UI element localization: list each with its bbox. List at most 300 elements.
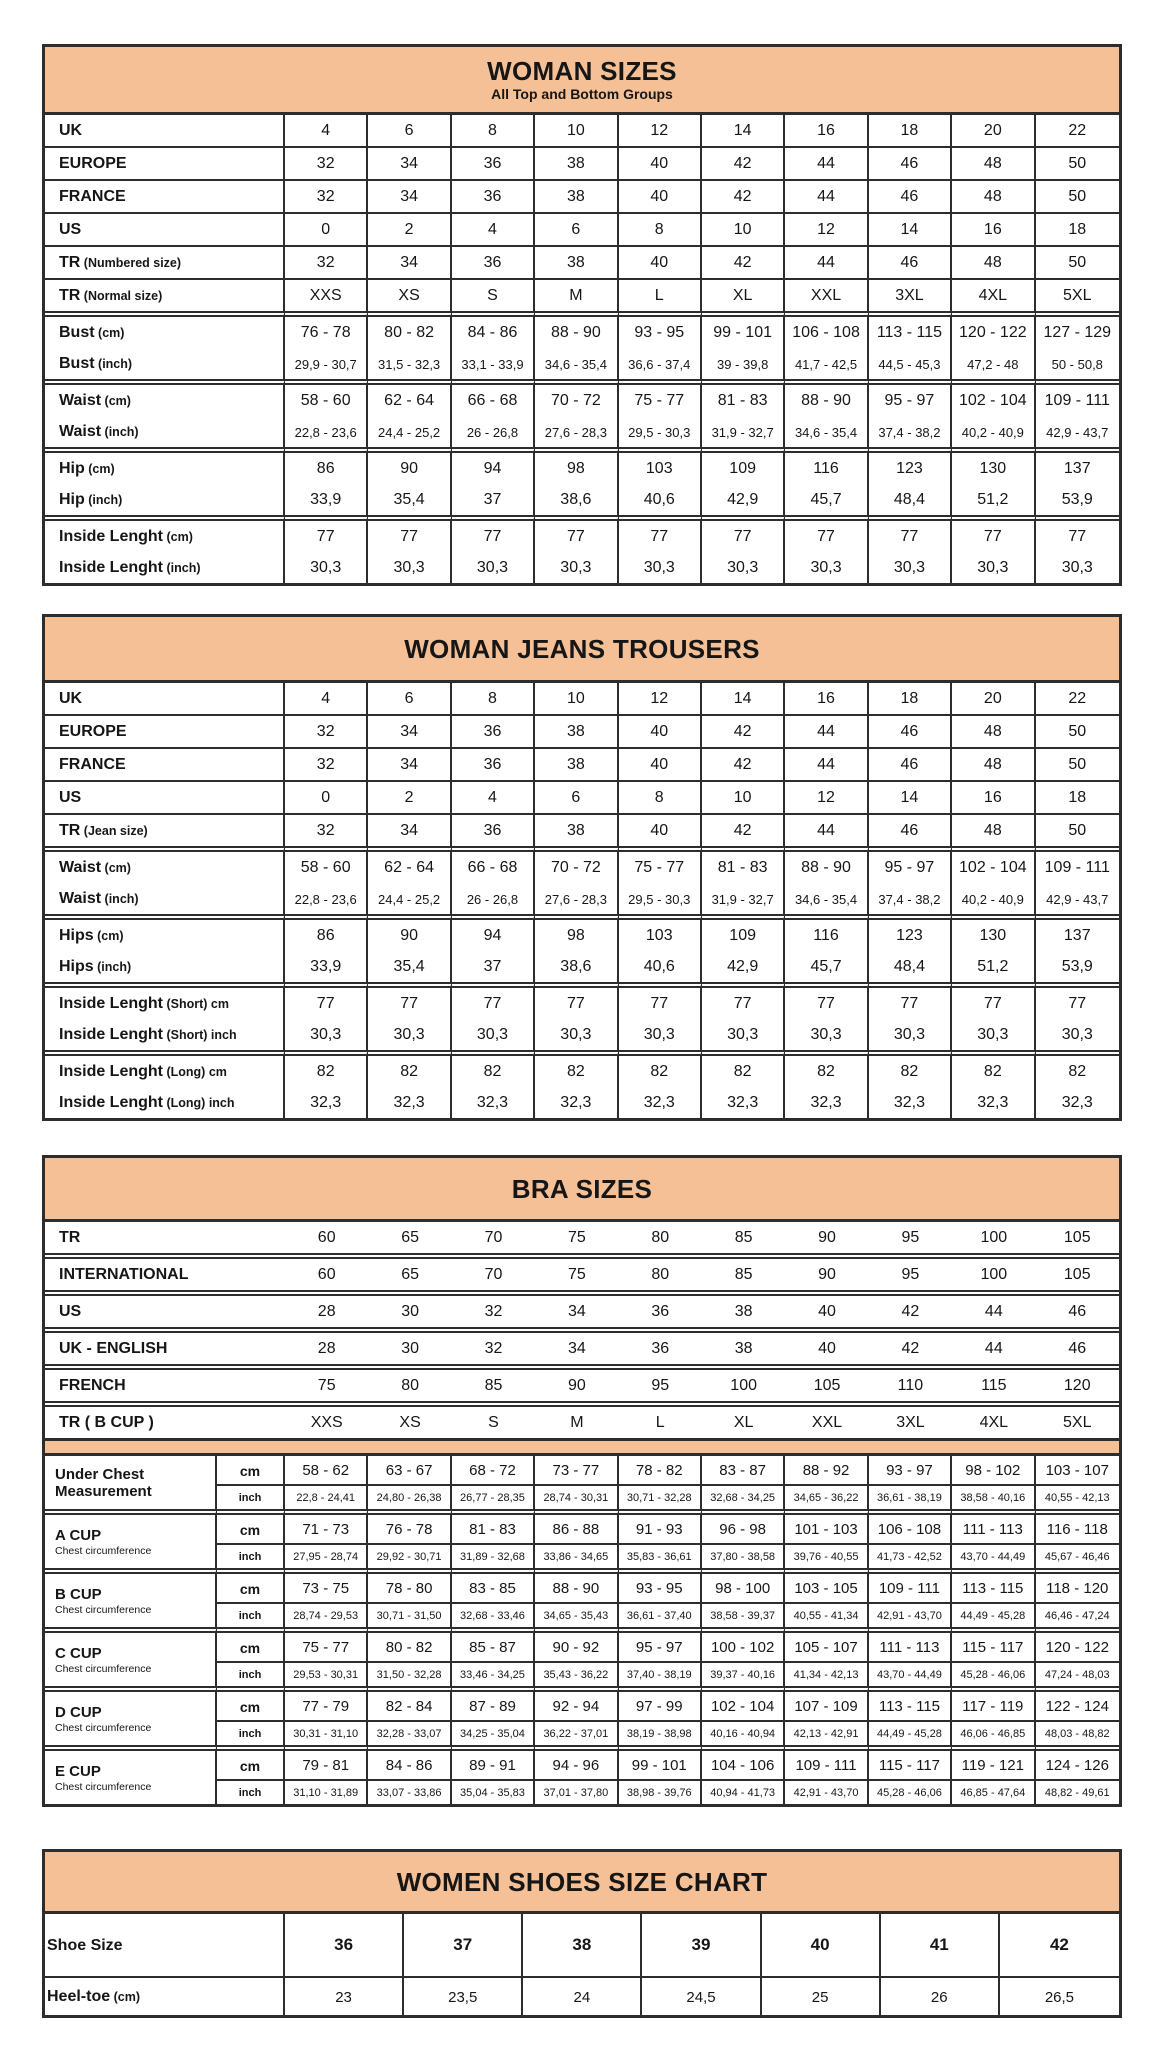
size-cell: 46,46 - 47,24	[1036, 1602, 1119, 1627]
row-label: Waist (inch)	[45, 883, 285, 914]
size-cell: 22,8 - 24,41	[285, 1484, 368, 1509]
size-cell: 25	[762, 1976, 881, 2015]
size-cell: 77	[452, 515, 535, 552]
size-cell: 30,3	[952, 552, 1035, 583]
size-cell: 77	[702, 515, 785, 552]
size-cell: 101 - 103	[785, 1509, 868, 1543]
size-cell: 24	[523, 1976, 642, 2015]
size-cell: 81 - 83	[452, 1509, 535, 1543]
size-cell: 44,5 - 45,3	[869, 348, 952, 379]
size-cell: 8	[619, 780, 702, 813]
size-cell: 32,3	[452, 1087, 535, 1118]
size-cell: 34	[368, 747, 451, 780]
size-cell: 80	[368, 1364, 451, 1401]
size-cell: 47,2 - 48	[952, 348, 1035, 379]
size-cell: 40,2 - 40,9	[952, 883, 1035, 914]
size-cell: 77	[869, 515, 952, 552]
size-cell: 26,77 - 28,35	[452, 1484, 535, 1509]
size-cell: 46	[1036, 1290, 1119, 1327]
size-cell: 33,07 - 33,86	[368, 1779, 451, 1804]
size-cell: 90	[818, 1229, 836, 1246]
divider-strip	[45, 1438, 1119, 1456]
size-cell: 45,7	[785, 951, 868, 982]
size-cell: 32	[285, 813, 368, 846]
size-cell: 58 - 62	[285, 1456, 368, 1484]
size-cell: 42,91 - 43,70	[785, 1779, 868, 1804]
size-cell: 23,5	[404, 1976, 523, 2015]
unit-label-cm: cm	[217, 1627, 285, 1661]
size-cell: 50	[1036, 146, 1119, 179]
size-cell: 22,8 - 23,6	[285, 416, 368, 447]
size-cell: 4	[285, 683, 368, 714]
size-cell: 123	[869, 447, 952, 484]
size-cell: 42	[869, 1327, 952, 1364]
size-cell: 20	[952, 683, 1035, 714]
size-cell: 27,6 - 28,3	[535, 416, 618, 447]
size-cell: 28,74 - 29,53	[285, 1602, 368, 1627]
row-label: FRANCE	[45, 747, 285, 780]
size-cell: 82	[702, 1050, 785, 1087]
size-cell: 34	[368, 146, 451, 179]
size-cell: 42	[702, 245, 785, 278]
size-cell: 12	[785, 780, 868, 813]
size-cell: 34,6 - 35,4	[785, 883, 868, 914]
size-cell: 46	[869, 179, 952, 212]
size-cell: 36	[452, 245, 535, 278]
size-cell: 27,95 - 28,74	[285, 1543, 368, 1568]
size-cell: 70	[484, 1229, 503, 1246]
row-label: UK - ENGLISH	[45, 1327, 285, 1364]
size-cell: 38	[523, 1914, 642, 1976]
unit-label-inch: inch	[217, 1661, 285, 1686]
size-cell: 109 - 111	[1036, 846, 1119, 883]
size-cell: 30,3	[535, 552, 618, 583]
row-label: Inside Lenght (inch)	[45, 552, 285, 583]
size-cell: 32	[285, 245, 368, 278]
size-cell: 39,76 - 40,55	[785, 1543, 868, 1568]
size-cell: 0	[285, 780, 368, 813]
size-cell: 28	[285, 1290, 368, 1327]
size-cell: 94	[452, 447, 535, 484]
size-cell: 46	[1036, 1327, 1119, 1364]
size-cell: 58 - 60	[285, 846, 368, 883]
size-cell: 2	[368, 212, 451, 245]
size-cell: 24,80 - 26,38	[368, 1484, 451, 1509]
size-cell: 31,89 - 32,68	[452, 1543, 535, 1568]
size-cell: XS	[368, 1401, 451, 1438]
size-cell: 30,3	[785, 552, 868, 583]
size-cell: 33,86 - 34,65	[535, 1543, 618, 1568]
size-cell: 32	[285, 714, 368, 747]
size-cell: 29,9 - 30,7	[285, 348, 368, 379]
size-cell: 98 - 100	[702, 1568, 785, 1602]
size-cell: 118 - 120	[1036, 1568, 1119, 1602]
size-cell: 30,3	[619, 1019, 702, 1050]
size-cell: 34	[535, 1327, 618, 1364]
row-label: US	[45, 212, 285, 245]
size-cell: 42	[702, 747, 785, 780]
size-cell: 38,58 - 39,37	[702, 1602, 785, 1627]
size-cell: 32	[285, 146, 368, 179]
size-cell: 32,3	[702, 1087, 785, 1118]
size-cell: 119 - 121	[952, 1745, 1035, 1779]
size-cell: 116	[785, 447, 868, 484]
size-cell: 137	[1036, 914, 1119, 951]
size-cell: 32,3	[952, 1087, 1035, 1118]
size-cell: 32	[285, 179, 368, 212]
size-cell: 85	[734, 1229, 753, 1246]
size-cell: 90 - 92	[535, 1627, 618, 1661]
size-cell: 36,61 - 37,40	[619, 1602, 702, 1627]
size-cell: 44	[952, 1290, 1035, 1327]
size-cell: 46,06 - 46,85	[952, 1720, 1035, 1745]
size-cell: 43,70 - 44,49	[869, 1661, 952, 1686]
size-cell: 48,4	[869, 484, 952, 515]
row-label: Inside Lenght (cm)	[45, 515, 285, 552]
unit-label-inch: inch	[217, 1720, 285, 1745]
size-cell: 32,3	[619, 1087, 702, 1118]
size-cell: 82	[869, 1050, 952, 1087]
size-cell: 83 - 87	[702, 1456, 785, 1484]
size-cell: 40	[619, 714, 702, 747]
size-cell: 94	[452, 914, 535, 951]
size-cell: 48	[952, 179, 1035, 212]
row-label: US	[45, 1290, 285, 1327]
size-cell: 88 - 90	[535, 1568, 618, 1602]
size-cell: 90	[535, 1364, 618, 1401]
size-cell: 32,28 - 33,07	[368, 1720, 451, 1745]
size-cell: 37,40 - 38,19	[619, 1661, 702, 1686]
size-cell: 8	[619, 212, 702, 245]
size-cell: 40	[619, 146, 702, 179]
size-cell: 30,3	[452, 1019, 535, 1050]
size-cell: 8	[452, 115, 535, 146]
size-cell: 82	[952, 1050, 1035, 1087]
size-cell: 35,4	[368, 484, 451, 515]
size-cell: 70	[452, 1253, 535, 1290]
size-cell: 84 - 86	[452, 311, 535, 348]
size-cell: 48	[952, 714, 1035, 747]
size-cell: 48	[952, 146, 1035, 179]
size-cell: 115 - 117	[869, 1745, 952, 1779]
row-label: UK	[45, 115, 285, 146]
size-cell: 105	[1036, 1253, 1119, 1290]
size-cell: 30	[368, 1290, 451, 1327]
size-cell: 32,3	[285, 1087, 368, 1118]
size-cell: 82	[452, 1050, 535, 1087]
size-cell: XS	[368, 278, 451, 311]
size-cell: 42,91 - 43,70	[869, 1602, 952, 1627]
size-cell: 100	[952, 1253, 1035, 1290]
size-cell: 90	[368, 447, 451, 484]
size-cell: 5XL	[1036, 278, 1119, 311]
size-cell: 103	[619, 914, 702, 951]
size-cell: 46,85 - 47,64	[952, 1779, 1035, 1804]
size-cell: 16	[952, 780, 1035, 813]
size-cell: XXS	[285, 1401, 368, 1438]
size-cell: 92 - 94	[535, 1686, 618, 1720]
size-cell: 38,6	[535, 951, 618, 982]
size-cell: 100	[980, 1229, 1008, 1246]
size-cell: 36	[452, 179, 535, 212]
unit-label-inch: inch	[217, 1602, 285, 1627]
size-cell: 68 - 72	[452, 1456, 535, 1484]
size-cell: 124 - 126	[1036, 1745, 1119, 1779]
size-cell: 42	[702, 714, 785, 747]
size-cell: 38,6	[535, 484, 618, 515]
size-cell: 48,82 - 49,61	[1036, 1779, 1119, 1804]
row-label: TR (Jean size)	[45, 813, 285, 846]
size-cell: 77	[285, 515, 368, 552]
size-cell: 46	[869, 747, 952, 780]
size-cell: 88 - 92	[785, 1456, 868, 1484]
row-label: Bust (cm)	[45, 311, 285, 348]
size-cell: 42	[869, 1290, 952, 1327]
woman-sizes-header-band	[45, 47, 1119, 115]
size-cell: 30,3	[869, 552, 952, 583]
size-cell: 36	[619, 1290, 702, 1327]
size-cell: 35,4	[368, 951, 451, 982]
size-cell: 73 - 77	[535, 1456, 618, 1484]
size-cell: 18	[869, 115, 952, 146]
size-cell: 4XL	[952, 1401, 1035, 1438]
size-cell: 14	[869, 780, 952, 813]
unit-label-inch: inch	[217, 1779, 285, 1804]
size-cell: 29,5 - 30,3	[619, 883, 702, 914]
size-cell: 50	[1036, 179, 1119, 212]
row-label: TR ( B CUP )	[45, 1401, 285, 1438]
size-cell: 39 - 39,8	[702, 348, 785, 379]
size-cell: 40,94 - 41,73	[702, 1779, 785, 1804]
size-cell: 44	[785, 179, 868, 212]
size-cell: 28,74 - 30,31	[535, 1484, 618, 1509]
size-cell: 42	[1049, 1935, 1069, 1954]
size-cell: 109 - 111	[869, 1568, 952, 1602]
row-label: FRANCE	[45, 179, 285, 212]
size-cell: 77 - 79	[285, 1686, 368, 1720]
size-cell: 44	[785, 714, 868, 747]
cup-row-label: D CUP Chest circumference	[45, 1686, 217, 1745]
size-cell: 80	[619, 1253, 702, 1290]
size-cell: 31,9 - 32,7	[702, 416, 785, 447]
size-cell: 102 - 104	[952, 379, 1035, 416]
size-cell: S	[452, 1401, 535, 1438]
size-cell: 40	[619, 813, 702, 846]
size-cell: 48,4	[869, 951, 952, 982]
size-cell: 33,9	[285, 951, 368, 982]
size-cell: 111 - 113	[952, 1509, 1035, 1543]
size-cell: 14	[869, 212, 952, 245]
size-cell: 32,3	[869, 1087, 952, 1118]
size-cell: 98	[535, 914, 618, 951]
size-cell: 45,7	[785, 484, 868, 515]
size-cell: 106 - 108	[869, 1509, 952, 1543]
size-cell: 93 - 97	[869, 1456, 952, 1484]
size-cell: 62 - 64	[368, 379, 451, 416]
size-cell: 103 - 107	[1045, 1462, 1109, 1479]
size-cell: 26,5	[1000, 1976, 1119, 2015]
size-cell: 115 - 117	[952, 1627, 1035, 1661]
size-cell: 120	[1036, 1364, 1119, 1401]
size-cell: 30,71 - 31,50	[368, 1602, 451, 1627]
size-cell: 44,49 - 45,28	[869, 1720, 952, 1745]
row-label: Inside Lenght (Short) cm	[45, 982, 285, 1019]
row-label: Hip (inch)	[45, 484, 285, 515]
size-cell: 70 - 72	[535, 846, 618, 883]
size-cell: 34	[368, 245, 451, 278]
size-cell: 14	[702, 683, 785, 714]
size-cell: 95 - 97	[869, 379, 952, 416]
woman-sizes-subtitle: All Top and Bottom Groups	[491, 86, 673, 102]
size-cell: 30,3	[452, 552, 535, 583]
size-cell: 2	[368, 780, 451, 813]
size-cell: 53,9	[1061, 491, 1093, 508]
size-cell: 8	[452, 683, 535, 714]
size-cell: 48	[952, 245, 1035, 278]
bra-sizes-header-band	[45, 1158, 1119, 1222]
size-cell: 84 - 86	[368, 1745, 451, 1779]
row-label: Inside Lenght (Long) cm	[45, 1050, 285, 1087]
size-cell: 76 - 78	[285, 311, 368, 348]
shoes-table	[45, 1914, 1119, 2015]
size-cell: 4	[285, 115, 368, 146]
size-cell: 32,68 - 33,46	[452, 1602, 535, 1627]
size-cell: 77	[535, 515, 618, 552]
size-cell: 32	[452, 1290, 535, 1327]
size-cell: 40,55 - 41,34	[785, 1602, 868, 1627]
size-cell: 32	[285, 747, 368, 780]
woman-sizes-title: WOMAN SIZES	[487, 56, 677, 86]
size-cell: 30,3	[869, 1019, 952, 1050]
size-cell: 82	[1036, 1050, 1119, 1087]
size-cell: 51,2	[952, 484, 1035, 515]
size-cell: 78 - 82	[619, 1456, 702, 1484]
size-cell: 77	[452, 982, 535, 1019]
size-cell: 109	[702, 447, 785, 484]
size-cell: 50 - 50,8	[1051, 356, 1103, 372]
size-cell: 3XL	[869, 1401, 952, 1438]
size-cell: 31,9 - 32,7	[702, 883, 785, 914]
size-cell: 77	[1036, 515, 1119, 552]
size-cell: 37,01 - 37,80	[535, 1779, 618, 1804]
size-cell: 0	[285, 212, 368, 245]
size-cell: 23	[285, 1976, 404, 2015]
size-cell: 26 - 26,8	[452, 883, 535, 914]
row-label: Hips (cm)	[45, 914, 285, 951]
size-cell: 12	[619, 115, 702, 146]
size-cell: 50	[1036, 747, 1119, 780]
size-cell: 38,19 - 38,98	[619, 1720, 702, 1745]
size-cell: 4	[452, 780, 535, 813]
size-cell: 42	[702, 179, 785, 212]
bra-cups-table	[45, 1456, 1119, 1804]
size-cell: 77	[285, 982, 368, 1019]
size-cell: 22	[1068, 122, 1087, 139]
row-label: EUROPE	[45, 714, 285, 747]
size-cell: 34,65 - 36,22	[785, 1484, 868, 1509]
size-cell: 36,22 - 37,01	[535, 1720, 618, 1745]
size-cell: 78 - 80	[368, 1568, 451, 1602]
size-cell: 95	[619, 1364, 702, 1401]
size-cell: 27,6 - 28,3	[535, 883, 618, 914]
size-cell: 38,98 - 39,76	[619, 1779, 702, 1804]
size-cell: 77	[535, 982, 618, 1019]
size-cell: 30,31 - 31,10	[285, 1720, 368, 1745]
size-cell: 104 - 106	[702, 1745, 785, 1779]
size-cell: 103	[619, 447, 702, 484]
size-cell: 105 - 107	[785, 1627, 868, 1661]
size-cell: 41,34 - 42,13	[785, 1661, 868, 1686]
size-cell: 10	[702, 212, 785, 245]
size-cell: 82 - 84	[368, 1686, 451, 1720]
size-cell: 113 - 115	[869, 311, 952, 348]
size-cell: 93 - 95	[619, 311, 702, 348]
unit-label-inch: inch	[217, 1484, 285, 1509]
row-label: Heel-toe (cm)	[45, 1976, 285, 2015]
row-label: Bust (inch)	[45, 348, 285, 379]
size-cell: 75	[535, 1253, 618, 1290]
size-cell: 33,1 - 33,9	[452, 348, 535, 379]
size-cell: 48	[952, 813, 1035, 846]
size-cell: 36	[452, 714, 535, 747]
size-cell: 38	[702, 1327, 785, 1364]
size-cell: 39,37 - 40,16	[702, 1661, 785, 1686]
size-cell: 70 - 72	[535, 379, 618, 416]
size-cell: 37,80 - 38,58	[702, 1543, 785, 1568]
size-cell: 81 - 83	[702, 846, 785, 883]
size-cell: 31,10 - 31,89	[285, 1779, 368, 1804]
size-cell: 65	[368, 1253, 451, 1290]
size-cell: 30,3	[952, 1019, 1035, 1050]
size-cell: 115	[952, 1364, 1035, 1401]
shoes-section	[42, 1849, 1122, 2018]
size-cell: 32,3	[1061, 1094, 1093, 1111]
size-cell: 34,6 - 35,4	[785, 416, 868, 447]
size-cell: 30,3	[1061, 1026, 1093, 1043]
size-cell: 86 - 88	[535, 1509, 618, 1543]
size-cell: 6	[368, 115, 451, 146]
shoes-header-band	[45, 1852, 1119, 1914]
size-cell: 95	[901, 1229, 920, 1246]
size-cell: 95	[869, 1253, 952, 1290]
size-cell: 42,13 - 42,91	[785, 1720, 868, 1745]
shoes-title: WOMEN SHOES SIZE CHART	[396, 1867, 768, 1897]
size-cell: 102 - 104	[952, 846, 1035, 883]
row-label: Inside Lenght (Long) inch	[45, 1087, 285, 1118]
size-cell: 82	[285, 1050, 368, 1087]
size-cell: 82	[368, 1050, 451, 1087]
size-cell: 105	[785, 1364, 868, 1401]
size-cell: 42	[702, 146, 785, 179]
size-cell: 40	[785, 1290, 868, 1327]
size-cell: 38	[535, 747, 618, 780]
size-cell: 137	[1036, 447, 1119, 484]
size-cell: 95 - 97	[869, 846, 952, 883]
size-cell: 12	[619, 683, 702, 714]
size-cell: 40	[785, 1327, 868, 1364]
unit-label-cm: cm	[217, 1686, 285, 1720]
size-cell: 71 - 73	[285, 1509, 368, 1543]
row-label: UK	[45, 683, 285, 714]
size-cell: 30	[368, 1327, 451, 1364]
size-cell: 29,53 - 30,31	[285, 1661, 368, 1686]
size-cell: 18	[1036, 780, 1119, 813]
size-cell: 81 - 83	[702, 379, 785, 416]
size-cell: 53,9	[1061, 958, 1093, 975]
size-cell: 50	[1036, 714, 1119, 747]
size-cell: 38	[702, 1290, 785, 1327]
size-cell: 41	[881, 1914, 1000, 1976]
